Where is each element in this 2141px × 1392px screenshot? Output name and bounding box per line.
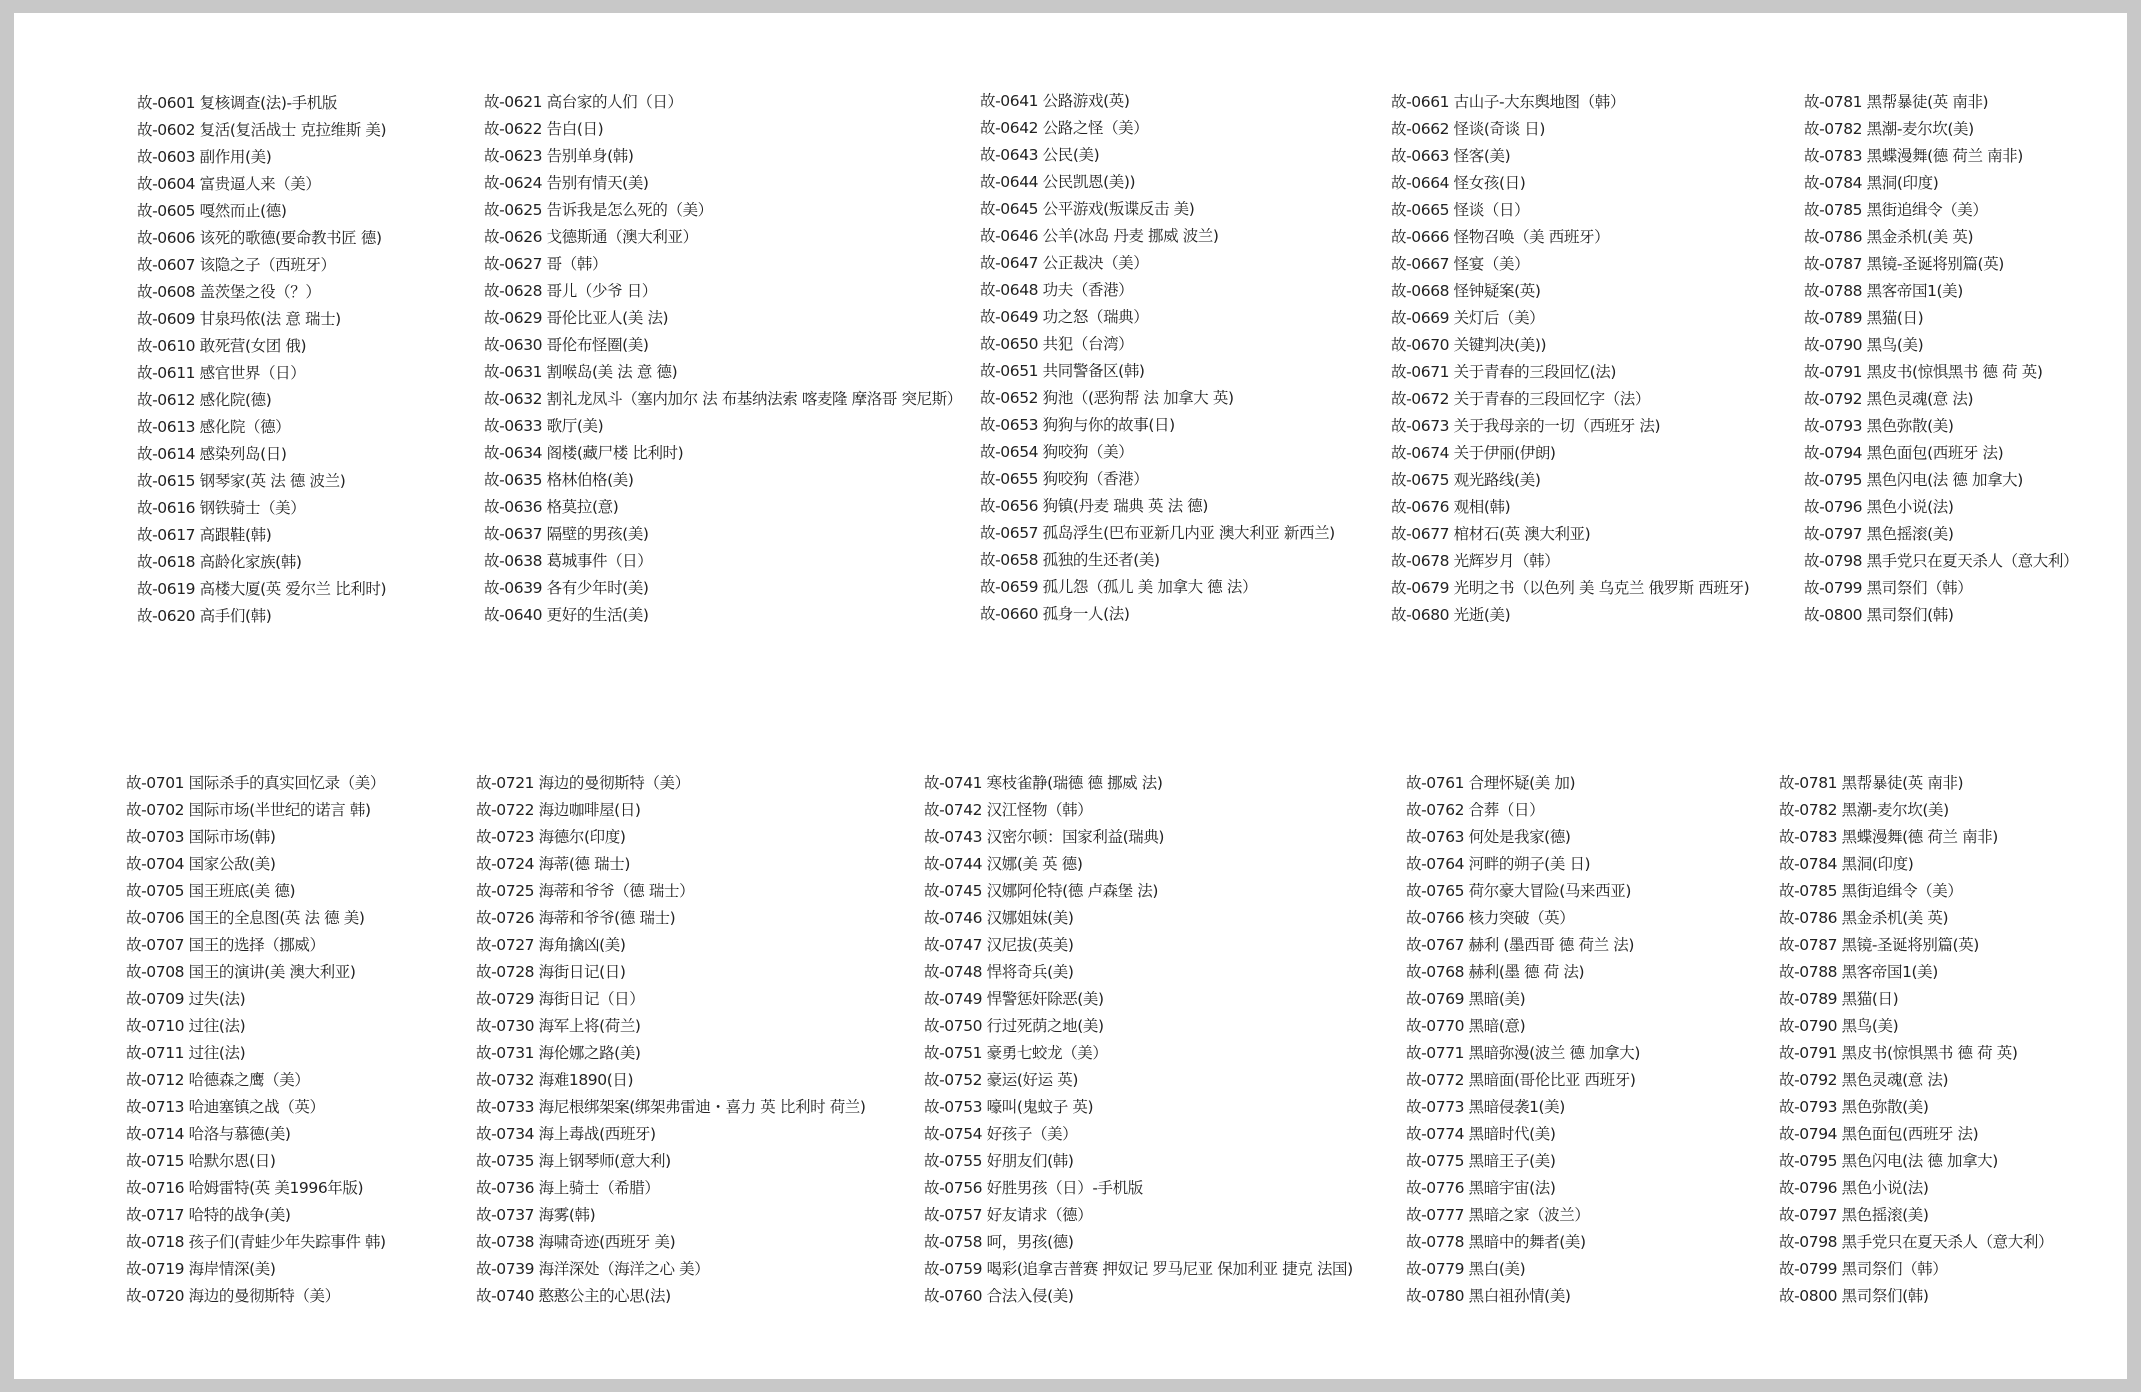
film-list-item: 故-0746 汉娜姐妹(美) [924, 909, 1074, 927]
film-list-item: 故-0767 赫利 (墨西哥 德 荷兰 法) [1406, 936, 1634, 954]
film-list-item: 故-0754 好孩子（美） [924, 1125, 1078, 1143]
film-list-item: 故-0762 合葬（日） [1406, 801, 1545, 819]
film-list-item: 故-0619 高楼大厦(英 爱尔兰 比利时) [137, 580, 387, 598]
film-list-item: 故-0790 黑鸟(美) [1779, 1017, 1899, 1035]
film-list-item: 故-0788 黑客帝国1(美) [1779, 963, 1938, 981]
film-list-item: 故-0603 副作用(美) [137, 148, 272, 166]
film-list-item: 故-0730 海军上将(荷兰) [476, 1017, 641, 1035]
film-list-item: 故-0728 海街日记(日) [476, 963, 626, 981]
film-list-item: 故-0799 黑司祭们（韩） [1779, 1260, 1948, 1278]
film-list-item: 故-0771 黑暗弥漫(波兰 德 加拿大) [1406, 1044, 1641, 1062]
film-list-item: 故-0750 行过死荫之地(美) [924, 1017, 1104, 1035]
film-list-item: 故-0763 何处是我家(德) [1406, 828, 1571, 846]
film-list-item: 故-0766 核力突破（英） [1406, 909, 1575, 927]
film-list-item: 故-0637 隔壁的男孩(美) [484, 525, 649, 543]
film-list-item: 故-0703 国际市场(韩) [126, 828, 276, 846]
film-list-item: 故-0630 哥伦布怪圈(美) [484, 336, 649, 354]
film-list-item: 故-0607 该隐之子（西班牙） [137, 256, 336, 274]
film-list-item: 故-0676 观相(韩) [1391, 498, 1511, 516]
film-list-item: 故-0764 河畔的朔子(美 日) [1406, 855, 1591, 873]
film-list-item: 故-0624 告别有情天(美) [484, 174, 649, 192]
film-list-item: 故-0786 黑金杀机(美 英) [1779, 909, 1949, 927]
film-list-item: 故-0742 汉江怪物（韩） [924, 801, 1093, 819]
film-list-item: 故-0784 黑洞(印度) [1804, 174, 1939, 192]
film-list-item: 故-0726 海蒂和爷爷(德 瑞士) [476, 909, 676, 927]
film-list-item: 故-0761 合理怀疑(美 加) [1406, 774, 1576, 792]
film-list-item: 故-0712 哈德森之鹰（美） [126, 1071, 310, 1089]
film-list-item: 故-0610 敢死营(女团 俄) [137, 337, 307, 355]
film-list-item: 故-0739 海洋深处（海洋之心 美） [476, 1260, 710, 1278]
film-list-item: 故-0625 告诉我是怎么死的（美） [484, 201, 713, 219]
film-list-item: 故-0706 国王的全息图(英 法 德 美) [126, 909, 365, 927]
film-list-item: 故-0651 共同警备区(韩) [980, 362, 1145, 380]
film-list-item: 故-0757 好友请求（德） [924, 1206, 1093, 1224]
film-list-item: 故-0789 黑猫(日) [1804, 309, 1924, 327]
bottom-list-column-1 [126, 770, 386, 1310]
film-list-item: 故-0734 海上毒战(西班牙) [476, 1125, 656, 1143]
film-list-item: 故-0647 公正裁决（美） [980, 254, 1149, 272]
film-list-item: 故-0749 悍警惩奸除恶(美) [924, 990, 1104, 1008]
film-list-item: 故-0663 怪客(美) [1391, 147, 1511, 165]
film-list-item: 故-0666 怪物召唤（美 西班牙） [1391, 228, 1610, 246]
film-list-item: 故-0662 怪谈(奇谈 日) [1391, 120, 1545, 138]
film-list-item: 故-0768 赫利(墨 德 荷 法) [1406, 963, 1585, 981]
film-list-item: 故-0668 怪钟疑案(英) [1391, 282, 1541, 300]
film-list-item: 故-0794 黑色面包(西班牙 法) [1779, 1125, 1979, 1143]
film-list-item: 故-0709 过失(法) [126, 990, 246, 1008]
film-list-item: 故-0608 盖茨堡之役（？） [137, 283, 321, 301]
film-list-item: 故-0719 海岸情深(美) [126, 1260, 276, 1278]
film-list-item: 故-0711 过往(法) [126, 1044, 246, 1062]
film-list-item: 故-0627 哥（韩） [484, 255, 608, 273]
film-list-item: 故-0745 汉娜阿伦特(德 卢森堡 法) [924, 882, 1159, 900]
film-list-item: 故-0669 关灯后（美） [1391, 309, 1545, 327]
film-list-item: 故-0617 高跟鞋(韩) [137, 526, 272, 544]
film-list-item: 故-0623 告别单身(韩) [484, 147, 634, 165]
film-list-item: 故-0748 悍将奇兵(美) [924, 963, 1074, 981]
film-list-item: 故-0785 黑街追缉令（美） [1804, 201, 1988, 219]
film-list-item: 故-0654 狗咬狗（美） [980, 443, 1134, 461]
film-list-item: 故-0679 光明之书（以色列 美 乌克兰 俄罗斯 西班牙) [1391, 579, 1750, 597]
film-list-item: 故-0715 哈默尔恩(日) [126, 1152, 276, 1170]
film-list-item: 故-0747 汉尼拔(英美) [924, 936, 1074, 954]
film-list-item: 故-0741 寒枝雀静(瑞德 德 挪威 法) [924, 774, 1163, 792]
film-list-item: 故-0646 公羊(冰岛 丹麦 挪威 波兰) [980, 227, 1219, 245]
film-list-item: 故-0787 黑镜-圣诞将别篇(英) [1804, 255, 2004, 273]
film-list-item: 故-0642 公路之怪（美） [980, 119, 1149, 137]
film-list-item: 故-0735 海上钢琴师(意大利) [476, 1152, 671, 1170]
film-list-item: 故-0713 哈迪塞镇之战（英） [126, 1098, 325, 1116]
film-list-item: 故-0638 葛城事件（日） [484, 552, 653, 570]
film-list-item: 故-0705 国王班底(美 德) [126, 882, 296, 900]
film-list-item: 故-0775 黑暗王子(美) [1406, 1152, 1556, 1170]
film-list-item: 故-0606 该死的歌德(要命教书匠 德) [137, 229, 382, 247]
film-list-item: 故-0733 海尼根绑架案(绑架弗雷迪・喜力 英 比利时 荷兰) [476, 1098, 866, 1116]
film-list-item: 故-0618 高龄化家族(韩) [137, 553, 302, 571]
film-list-item: 故-0799 黑司祭们（韩） [1804, 579, 1973, 597]
film-list-item: 故-0769 黑暗(美) [1406, 990, 1526, 1008]
film-list-item: 故-0781 黑帮暴徒(英 南非) [1804, 93, 1989, 111]
film-list-item: 故-0626 戈德斯通（澳大利亚） [484, 228, 698, 246]
film-list-item: 故-0660 孤身一人(法) [980, 605, 1130, 623]
film-list-item: 故-0778 黑暗中的舞者(美) [1406, 1233, 1586, 1251]
bottom-list-column-4 [1406, 770, 1640, 1310]
film-list-item: 故-0783 黑蝶漫舞(德 荷兰 南非) [1804, 147, 2023, 165]
film-list-item: 故-0674 关于伊丽(伊朗) [1391, 444, 1556, 462]
film-list-item: 故-0675 观光路线(美) [1391, 471, 1541, 489]
film-list-item: 故-0774 黑暗时代(美) [1406, 1125, 1556, 1143]
film-list-item: 故-0704 国家公敌(美) [126, 855, 276, 873]
film-list-item: 故-0648 功夫（香港） [980, 281, 1134, 299]
film-list-item: 故-0655 狗咬狗（香港） [980, 470, 1149, 488]
film-list-item: 故-0796 黑色小说(法) [1779, 1179, 1929, 1197]
film-list-item: 故-0800 黑司祭们(韩) [1804, 606, 1954, 624]
film-list-item: 故-0751 豪勇七蛟龙（美） [924, 1044, 1108, 1062]
film-list-item: 故-0677 棺材石(英 澳大利亚) [1391, 525, 1591, 543]
film-list-item: 故-0667 怪宴（美） [1391, 255, 1530, 273]
film-list-item: 故-0720 海边的曼彻斯特（美） [126, 1287, 340, 1305]
film-list-item: 故-0601 复核调查(法)-手机版 [137, 94, 337, 112]
film-list-item: 故-0738 海啸奇迹(西班牙 美) [476, 1233, 676, 1251]
film-list-item: 故-0795 黑色闪电(法 德 加拿大) [1779, 1152, 1998, 1170]
film-list-item: 故-0756 好胜男孩（日）-手机版 [924, 1179, 1143, 1197]
film-list-item: 故-0791 黑皮书(惊惧黑书 德 荷 英) [1779, 1044, 2018, 1062]
film-list-item: 故-0710 过往(法) [126, 1017, 246, 1035]
film-list-item: 故-0641 公路游戏(英) [980, 92, 1130, 110]
film-list-item: 故-0714 哈洛与慕德(美) [126, 1125, 291, 1143]
film-list-item: 故-0634 阁楼(藏尸楼 比利时) [484, 444, 684, 462]
film-list-item: 故-0702 国际市场(半世纪的诺言 韩) [126, 801, 371, 819]
film-list-item: 故-0781 黑帮暴徒(英 南非) [1779, 774, 1964, 792]
film-list-item: 故-0659 孤儿怨（孤儿 美 加拿大 德 法） [980, 578, 1258, 596]
film-list-item: 故-0639 各有少年时(美) [484, 579, 649, 597]
bottom-list-column-3 [924, 770, 1353, 1310]
film-list-item: 故-0770 黑暗(意) [1406, 1017, 1526, 1035]
film-list-item: 故-0718 孩子们(青蛙少年失踪事件 韩) [126, 1233, 386, 1251]
film-list-item: 故-0649 功之怒（瑞典） [980, 308, 1149, 326]
film-list-item: 故-0644 公民凯恩(美)) [980, 173, 1136, 191]
top-list-column-4 [1391, 89, 1749, 629]
film-list-item: 故-0717 哈特的战争(美) [126, 1206, 291, 1224]
film-list-item: 故-0635 格林伯格(美) [484, 471, 634, 489]
film-list-item: 故-0740 憨憨公主的心思(法) [476, 1287, 671, 1305]
film-list-item: 故-0736 海上骑士（希腊） [476, 1179, 660, 1197]
film-list-item: 故-0653 狗狗与你的故事(日) [980, 416, 1175, 434]
film-list-item: 故-0658 孤独的生还者(美) [980, 551, 1160, 569]
film-list-item: 故-0631 割喉岛(美 法 意 德) [484, 363, 678, 381]
film-list-item: 故-0783 黑蝶漫舞(德 荷兰 南非) [1779, 828, 1998, 846]
film-list-item: 故-0643 公民(美) [980, 146, 1100, 164]
film-list-item: 故-0786 黑金杀机(美 英) [1804, 228, 1974, 246]
film-list-item: 故-0798 黑手党只在夏天杀人（意大利） [1779, 1233, 2054, 1251]
film-list-item: 故-0611 感官世界（日） [137, 364, 306, 382]
film-list-item: 故-0794 黑色面包(西班牙 法) [1804, 444, 2004, 462]
film-list-item: 故-0743 汉密尔顿：国家利益(瑞典) [924, 828, 1165, 846]
film-list-item: 故-0793 黑色弥散(美) [1779, 1098, 1929, 1116]
film-list-item: 故-0780 黑白祖孙情(美) [1406, 1287, 1571, 1305]
film-list-item: 故-0788 黑客帝国1(美) [1804, 282, 1963, 300]
bottom-list-column-2 [476, 770, 866, 1310]
film-list-item: 故-0797 黑色摇滚(美) [1804, 525, 1954, 543]
film-list-item: 故-0615 钢琴家(英 法 德 波兰) [137, 472, 346, 490]
film-list-item: 故-0792 黑色灵魂(意 法) [1804, 390, 1974, 408]
film-list-item: 故-0640 更好的生活(美) [484, 606, 649, 624]
film-list-item: 故-0759 喝彩(追拿吉普赛 押奴记 罗马尼亚 保加利亚 捷克 法国) [924, 1260, 1353, 1278]
film-list-item: 故-0789 黑猫(日) [1779, 990, 1899, 1008]
film-list-item: 故-0752 豪运(好运 英) [924, 1071, 1078, 1089]
film-list-item: 故-0632 割礼龙凤斗（塞内加尔 法 布基纳法索 喀麦隆 摩洛哥 突尼斯） [484, 390, 962, 408]
film-list-item: 故-0722 海边咖啡屋(日) [476, 801, 641, 819]
film-list-item: 故-0609 甘泉玛侬(法 意 瑞士) [137, 310, 341, 328]
film-list-item: 故-0650 共犯（台湾） [980, 335, 1134, 353]
film-list-item: 故-0673 关于我母亲的一切（西班牙 法) [1391, 417, 1661, 435]
film-list-item: 故-0602 复活(复活战士 克拉维斯 美) [137, 121, 387, 139]
film-list-item: 故-0657 孤岛浮生(巴布亚新几内亚 澳大利亚 新西兰) [980, 524, 1335, 542]
film-list-item: 故-0633 歌厅(美) [484, 417, 604, 435]
film-list-item: 故-0613 感化院（德） [137, 418, 291, 436]
film-list-item: 故-0620 高手们(韩) [137, 607, 272, 625]
film-list-item: 故-0629 哥伦比亚人(美 法) [484, 309, 669, 327]
film-list-item: 故-0779 黑白(美) [1406, 1260, 1526, 1278]
film-list-item: 故-0645 公平游戏(叛谍反击 美) [980, 200, 1195, 218]
film-list-item: 故-0777 黑暗之家（波兰） [1406, 1206, 1590, 1224]
film-list-item: 故-0755 好朋友们(韩) [924, 1152, 1074, 1170]
film-list-item: 故-0782 黑潮-麦尔坎(美) [1804, 120, 1974, 138]
film-list-item: 故-0671 关于青春的三段回忆(法) [1391, 363, 1616, 381]
film-list-item: 故-0701 国际杀手的真实回忆录（美） [126, 774, 385, 792]
film-list-item: 故-0724 海蒂(德 瑞士) [476, 855, 630, 873]
film-list-item: 故-0723 海德尔(印度) [476, 828, 626, 846]
film-list-item: 故-0773 黑暗侵袭1(美) [1406, 1098, 1565, 1116]
film-list-item: 故-0787 黑镜-圣诞将别篇(英) [1779, 936, 1979, 954]
film-list-item: 故-0758 呵，男孩(德) [924, 1233, 1074, 1251]
film-list-item: 故-0753 嚎叫(鬼蚊子 英) [924, 1098, 1094, 1116]
top-list-column-5 [1804, 89, 2078, 629]
film-list-item: 故-0661 古山子-大东舆地图（韩） [1391, 93, 1625, 111]
film-list-item: 故-0707 国王的选择（挪威） [126, 936, 325, 954]
film-list-item: 故-0785 黑街追缉令（美） [1779, 882, 1963, 900]
top-list-column-2 [484, 89, 962, 629]
film-list-item: 故-0727 海角擒凶(美) [476, 936, 626, 954]
film-list-item: 故-0616 钢铁骑士（美） [137, 499, 306, 517]
film-list-item: 故-0664 怪女孩(日) [1391, 174, 1526, 192]
film-list-item: 故-0792 黑色灵魂(意 法) [1779, 1071, 1949, 1089]
film-list-item: 故-0800 黑司祭们(韩) [1779, 1287, 1929, 1305]
film-list-item: 故-0672 关于青春的三段回忆字（法） [1391, 390, 1650, 408]
top-list-column-1 [137, 90, 386, 630]
film-list-item: 故-0796 黑色小说(法) [1804, 498, 1954, 516]
film-list-item: 故-0782 黑潮-麦尔坎(美) [1779, 801, 1949, 819]
film-list-item: 故-0652 狗池（(恶狗帮 法 加拿大 英) [980, 389, 1234, 407]
film-list-item: 故-0732 海难1890(日) [476, 1071, 634, 1089]
film-list-item: 故-0797 黑色摇滚(美) [1779, 1206, 1929, 1224]
film-list-item: 故-0798 黑手党只在夏天杀人（意大利） [1804, 552, 2079, 570]
film-list-item: 故-0605 嘎然而止(德) [137, 202, 287, 220]
film-list-item: 故-0614 感染列岛(日) [137, 445, 287, 463]
film-list-item: 故-0708 国王的演讲(美 澳大利亚) [126, 963, 356, 981]
film-list-item: 故-0784 黑洞(印度) [1779, 855, 1914, 873]
film-list-item: 故-0760 合法入侵(美) [924, 1287, 1074, 1305]
film-list-item: 故-0793 黑色弥散(美) [1804, 417, 1954, 435]
film-list-item: 故-0721 海边的曼彻斯特（美） [476, 774, 690, 792]
film-list-item: 故-0716 哈姆雷特(英 美1996年版) [126, 1179, 364, 1197]
film-list-item: 故-0604 富贵逼人来（美） [137, 175, 321, 193]
film-list-item: 故-0791 黑皮书(惊惧黑书 德 荷 英) [1804, 363, 2043, 381]
film-list-item: 故-0790 黑鸟(美) [1804, 336, 1924, 354]
film-list-item: 故-0776 黑暗宇宙(法) [1406, 1179, 1556, 1197]
film-list-item: 故-0628 哥儿（少爷 日） [484, 282, 657, 300]
film-list-item: 故-0680 光逝(美) [1391, 606, 1511, 624]
film-list-item: 故-0656 狗镇(丹麦 瑞典 英 法 德) [980, 497, 1208, 515]
film-list-item: 故-0636 格莫拉(意) [484, 498, 619, 516]
film-list-item: 故-0731 海伦娜之路(美) [476, 1044, 641, 1062]
film-list-item: 故-0737 海雾(韩) [476, 1206, 596, 1224]
film-list-item: 故-0670 关键判决(美)) [1391, 336, 1547, 354]
film-list-item: 故-0622 告白(日) [484, 120, 604, 138]
film-list-item: 故-0678 光辉岁月（韩） [1391, 552, 1560, 570]
top-list-column-3 [980, 88, 1335, 628]
film-list-item: 故-0725 海蒂和爷爷（德 瑞士） [476, 882, 695, 900]
film-list-item: 故-0665 怪谈（日） [1391, 201, 1530, 219]
film-list-item: 故-0621 高台家的人们（日） [484, 93, 683, 111]
bottom-list-column-5 [1779, 770, 2053, 1310]
film-list-item: 故-0744 汉娜(美 英 德) [924, 855, 1083, 873]
film-list-item: 故-0772 黑暗面(哥伦比亚 西班牙) [1406, 1071, 1636, 1089]
film-list-item: 故-0765 荷尔豪大冒险(马来西亚) [1406, 882, 1631, 900]
film-list-item: 故-0729 海街日记（日） [476, 990, 645, 1008]
film-list-item: 故-0612 感化院(德) [137, 391, 272, 409]
document-sheet [14, 13, 2127, 1379]
film-list-item: 故-0795 黑色闪电(法 德 加拿大) [1804, 471, 2023, 489]
